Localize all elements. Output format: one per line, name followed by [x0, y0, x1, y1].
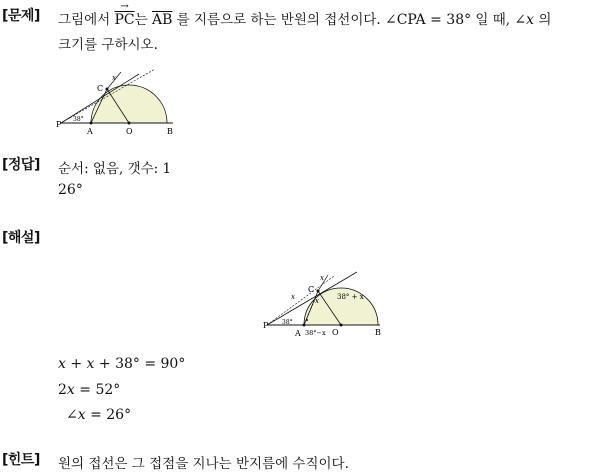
label-x-top: x — [320, 274, 324, 282]
eq3-rest: = 26° — [85, 407, 132, 423]
variable-x: x — [526, 12, 535, 28]
label-a: A — [295, 329, 301, 338]
problem-figure — [55, 64, 185, 138]
point-c — [317, 290, 320, 293]
problem-text-3: 를 지름으로 하는 반원의 접선이다. — [176, 12, 381, 28]
hint-tag: [힌트] — [2, 452, 40, 468]
answer-line-2: 26° — [58, 182, 83, 198]
eq1-x2: x — [86, 356, 95, 372]
label-x: x — [112, 74, 116, 82]
eq3-x: x — [77, 407, 86, 423]
label-angle-ao: 38°−x — [305, 329, 326, 337]
label-b: B — [167, 127, 173, 136]
vector-pc: → $\overline{PC}$ — [114, 12, 134, 28]
eq1-rest: + 38° = 90° — [94, 356, 186, 372]
point-mark — [306, 319, 308, 321]
segment-ab: $\overline{AB}$ — [151, 12, 173, 28]
point-c — [106, 88, 109, 91]
problem-text-2: 는 — [134, 12, 148, 28]
eq1-x1: x — [58, 356, 66, 372]
solution-tag: [해설] — [2, 230, 40, 246]
equation-1 — [58, 356, 185, 372]
point-o — [128, 122, 131, 125]
problem-text-4: 일 때, — [475, 12, 511, 28]
eq1-plus: + — [65, 356, 87, 372]
problem-tag: [문제] — [2, 8, 40, 24]
label-o: O — [332, 328, 339, 337]
point-a — [303, 324, 306, 327]
hint-text: 원의 접선은 그 접점을 지나는 반지름에 수직이다. — [58, 456, 349, 472]
eq2-coef: 2 — [58, 382, 67, 398]
label-p: P — [56, 120, 62, 129]
label-o: O — [126, 127, 133, 136]
label-c: C — [308, 285, 315, 294]
solution-figure — [262, 268, 392, 340]
label-c: C — [97, 84, 104, 93]
angle-cpa-expression: ∠CPA = 38° — [384, 12, 472, 28]
problem-line-1 — [58, 8, 551, 28]
label-x-inner: x — [315, 297, 319, 305]
point-a — [90, 122, 93, 125]
problem-text-1: 그림에서 — [58, 12, 111, 28]
eq2-rest: = 52° — [74, 382, 121, 398]
point-o — [340, 324, 343, 327]
label-angle-co: 38° + x — [337, 293, 364, 301]
label-angle-p: 38° — [282, 319, 293, 326]
answer-line-1: 순서: 없음, 갯수: 1 — [58, 161, 172, 177]
label-x-left: x — [291, 293, 295, 301]
equation-2 — [58, 382, 120, 398]
equation-3 — [66, 407, 131, 423]
angle-symbol: ∠ — [514, 12, 527, 28]
problem-text-5: 의 — [538, 12, 552, 28]
eq3-angle: ∠ — [66, 407, 78, 423]
eq2-x: x — [66, 382, 75, 398]
problem-line-2: 크기를 구하시오. — [58, 37, 158, 53]
label-b: B — [375, 328, 381, 337]
label-angle-38: 38° — [73, 116, 84, 123]
label-a: A — [87, 127, 93, 136]
label-p: P — [263, 321, 269, 330]
answer-tag: [정답] — [2, 157, 40, 173]
